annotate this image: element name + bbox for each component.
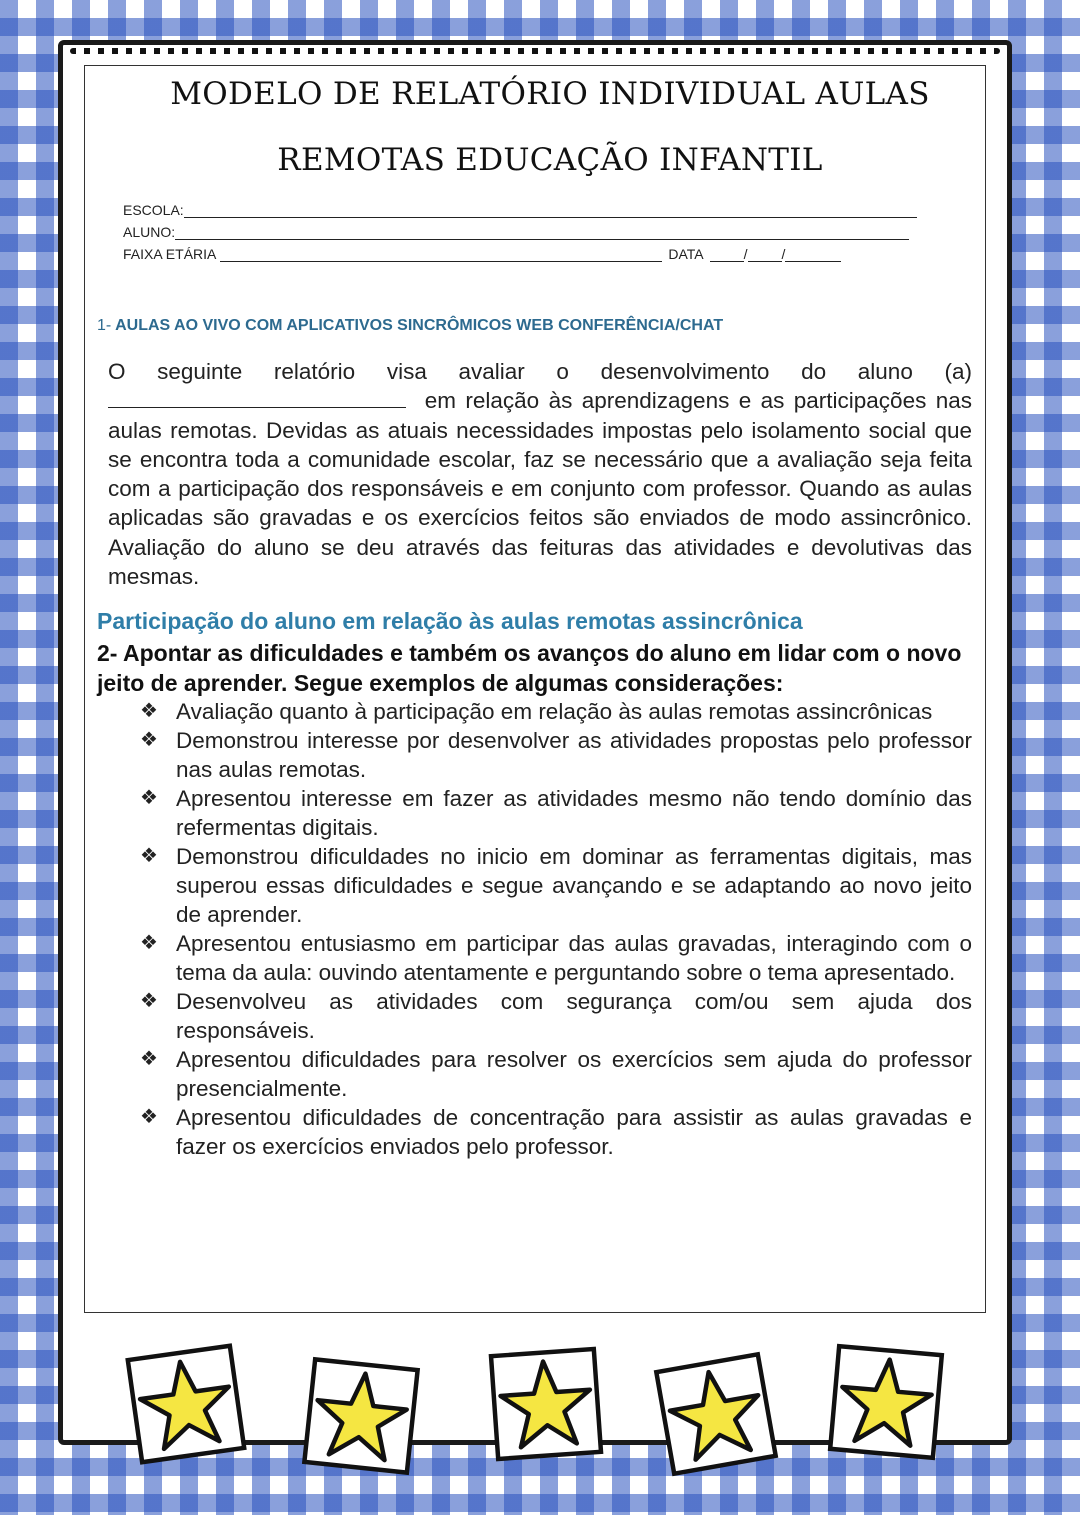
- star-decoration-row: [120, 1340, 960, 1480]
- participation-subheading: Participação do aluno em relação às aulas remotas assincrônica: [97, 608, 803, 634]
- list-item-text: Demonstrou dificuldades no inicio em dominar as ferramentas digitais, mas superou essas dificuldades e segue avançando e se adaptando ao novo jeito de aprender.: [176, 844, 972, 927]
- list-item-text: Demonstrou interesse por desenvolver as atividades propostas pelo professor nas aulas remotas.: [176, 728, 972, 782]
- list-item-text: Avaliação quanto à participação em relação às aulas remotas assincrônicas: [176, 699, 933, 724]
- student-name-blank[interactable]: [108, 387, 406, 408]
- escola-label: ESCOLA:: [123, 202, 184, 218]
- report-title-line-2: REMOTAS EDUCAÇÃO INFANTIL: [277, 142, 823, 178]
- diamond-bullet-icon: ❖: [140, 990, 158, 1012]
- list-item: [140, 726, 972, 784]
- list-item: [140, 929, 972, 987]
- list-item-text: Apresentou entusiasmo em participar das aulas gravadas, interagindo com o tema da aula: ouvindo atentamente e perguntando sobre o tema apresentado.: [176, 931, 972, 985]
- aluno-label: ALUNO:: [123, 224, 176, 240]
- date-separator: /: [781, 246, 786, 262]
- list-item: [140, 1103, 972, 1161]
- star-icon: [486, 1344, 606, 1464]
- data-label: DATA: [668, 246, 704, 262]
- diamond-bullet-icon: ❖: [140, 1106, 158, 1128]
- faixa-etaria-blank-line[interactable]: [220, 249, 662, 262]
- diamond-bullet-icon: ❖: [140, 787, 158, 809]
- data-day-blank[interactable]: [710, 249, 744, 262]
- section-1-number: 1-: [97, 317, 112, 334]
- star-icon: [299, 1354, 422, 1477]
- list-item: [140, 987, 972, 1045]
- list-item: [140, 842, 972, 929]
- escola-blank-line[interactable]: [184, 205, 917, 218]
- report-title-line-1: MODELO DE RELATÓRIO INDIVIDUAL AULAS: [170, 76, 930, 112]
- aluno-field: [123, 224, 909, 240]
- diamond-bullet-icon: ❖: [140, 932, 158, 954]
- intro-paragraph-line-1: O seguinte relatório visa avaliar o desenvolvimento do aluno (a): [108, 359, 972, 384]
- diamond-bullet-icon: ❖: [140, 1048, 158, 1070]
- considerations-list: [140, 697, 972, 1161]
- list-item-text: Apresentou interesse em fazer as atividades mesmo não tendo domínio das refermentas digitais.: [176, 786, 972, 840]
- section-2-question: 2- Apontar as dificuldades e também os avanços do aluno em lidar com o novo jeito de aprender. Segue exemplos de algumas considerações:: [97, 640, 962, 696]
- date-separator: /: [743, 246, 748, 262]
- list-item: [140, 1045, 972, 1103]
- diamond-bullet-icon: ❖: [140, 729, 158, 751]
- list-item-text: Apresentou dificuldades para resolver os exercícios sem ajuda do professor presencialmente.: [176, 1047, 972, 1101]
- star-icon: [825, 1341, 946, 1462]
- section-1-heading: [97, 317, 723, 335]
- list-item: [140, 784, 972, 842]
- aluno-blank-line[interactable]: [175, 227, 909, 240]
- faixa-etaria-label: FAIXA ETÁRIA: [123, 246, 217, 262]
- faixa-data-field: [123, 246, 841, 262]
- intro-paragraph: [108, 357, 972, 591]
- escola-field: [123, 202, 917, 218]
- star-icon: [123, 1341, 249, 1467]
- list-item-text: Desenvolveu as atividades com segurança com/ou sem ajuda dos responsáveis.: [176, 989, 972, 1043]
- diamond-bullet-icon: ❖: [140, 845, 158, 867]
- star-icon: [651, 1349, 781, 1479]
- decorative-dotted-border: [70, 48, 1000, 54]
- intro-paragraph-rest: em relação às aprendizagens e as participações nas aulas remotas. Devidas as atuais necessidades impostas pelo isolamento social que se encontra toda a comunidade escolar, faz se necessário que a avaliação seja feita com a participação dos responsáveis e em conjunto com professor. Quando as aulas aplicadas são gravadas e os exercícios feitos são enviados de modo assincrônico. Avaliação do aluno se deu através das feituras das atividades e devolutivas das mesmas.: [108, 388, 972, 590]
- list-item: [140, 697, 972, 726]
- data-month-blank[interactable]: [748, 249, 782, 262]
- data-year-blank[interactable]: [785, 249, 841, 262]
- diamond-bullet-icon: ❖: [140, 700, 158, 722]
- section-1-title: AULAS AO VIVO COM APLICATIVOS SINCRÔMICOS WEB CONFERÊNCIA/CHAT: [115, 317, 724, 334]
- list-item-text: Apresentou dificuldades de concentração para assistir as aulas gravadas e fazer os exercícios enviados pelo professor.: [176, 1105, 972, 1159]
